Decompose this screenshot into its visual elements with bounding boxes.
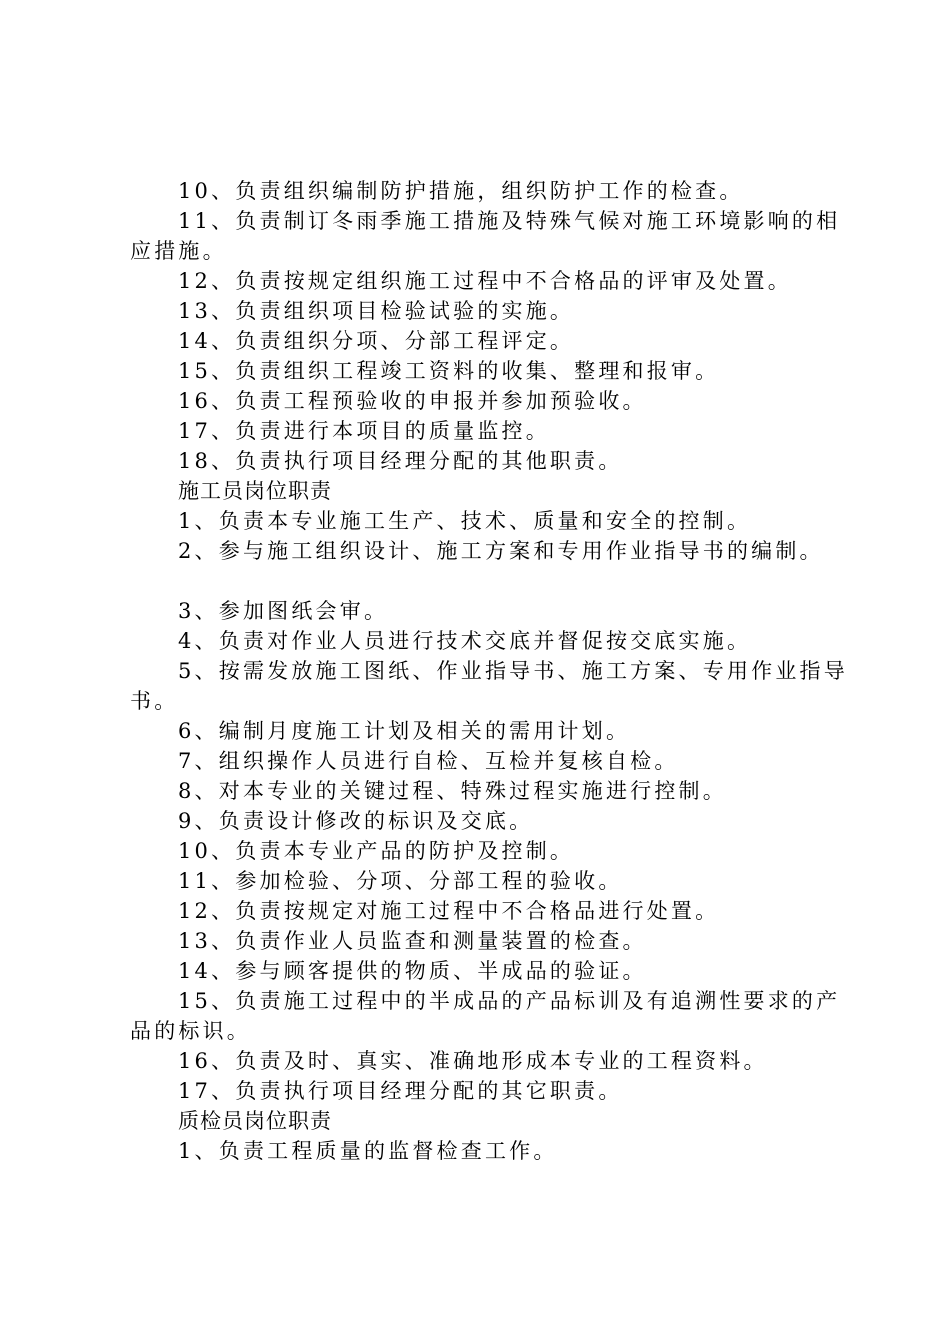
section-heading-construction-worker: 施工员岗位职责 — [178, 479, 332, 503]
paragraph: 11、参加检验、分项、分部工程的验收。 — [178, 869, 623, 893]
paragraph: 14、参与顾客提供的物质、半成品的验证。 — [178, 959, 647, 983]
paragraph: 6、编制月度施工计划及相关的需用计划。 — [178, 719, 631, 743]
document-body — [130, 176, 850, 1166]
paragraph: 2、参与施工组织设计、施工方案和专用作业指导书的编制。 — [178, 539, 824, 563]
paragraph: 7、组织操作人员进行自检、互检并复核自检。 — [178, 749, 679, 773]
paragraph: 12、负责按规定对施工过程中不合格品进行处置。 — [178, 899, 720, 923]
paragraph: 4、负责对作业人员进行技术交底并督促按交底实施。 — [178, 629, 752, 653]
paragraph: 13、负责作业人员监查和测量装置的检查。 — [178, 929, 647, 953]
paragraph: 15、负责组织工程竣工资料的收集、整理和报审。 — [178, 359, 720, 383]
section-heading-quality-inspector: 质检员岗位职责 — [178, 1109, 332, 1133]
paragraph: 10、负责本专业产品的防护及控制。 — [178, 839, 575, 863]
paragraph: 12、负责按规定组织施工过程中不合格品的评审及处置。 — [178, 269, 792, 293]
paragraph: 13、负责组织项目检验试验的实施。 — [178, 299, 575, 323]
paragraph: 8、对本专业的关键过程、特殊过程实施进行控制。 — [178, 779, 727, 803]
blank-line — [130, 566, 850, 596]
paragraph: 11、负责制订冬雨季施工措施及特殊气候对施工环境影响的相应措施。 — [130, 209, 841, 263]
paragraph: 5、按需发放施工图纸、作业指导书、施工方案、专用作业指导书。 — [130, 659, 848, 713]
paragraph: 9、负责设计修改的标识及交底。 — [178, 809, 534, 833]
paragraph: 15、负责施工过程中的半成品的产品标训及有追溯性要求的产品的标识。 — [130, 989, 841, 1043]
paragraph: 1、负责本专业施工生产、技术、质量和安全的控制。 — [178, 509, 752, 533]
paragraph: 3、参加图纸会审。 — [178, 599, 389, 623]
paragraph: 16、负责工程预验收的申报并参加预验收。 — [178, 389, 647, 413]
paragraph: 17、负责执行项目经理分配的其它职责。 — [178, 1079, 623, 1103]
paragraph: 14、负责组织分项、分部工程评定。 — [178, 329, 575, 353]
paragraph: 16、负责及时、真实、准确地形成本专业的工程资料。 — [178, 1049, 768, 1073]
paragraph: 10、负责组织编制防护措施，组织防护工作的检查。 — [178, 179, 744, 203]
paragraph: 1、负责工程质量的监督检查工作。 — [178, 1139, 558, 1163]
paragraph: 18、负责执行项目经理分配的其他职责。 — [178, 449, 623, 473]
paragraph: 17、负责进行本项目的质量监控。 — [178, 419, 550, 443]
